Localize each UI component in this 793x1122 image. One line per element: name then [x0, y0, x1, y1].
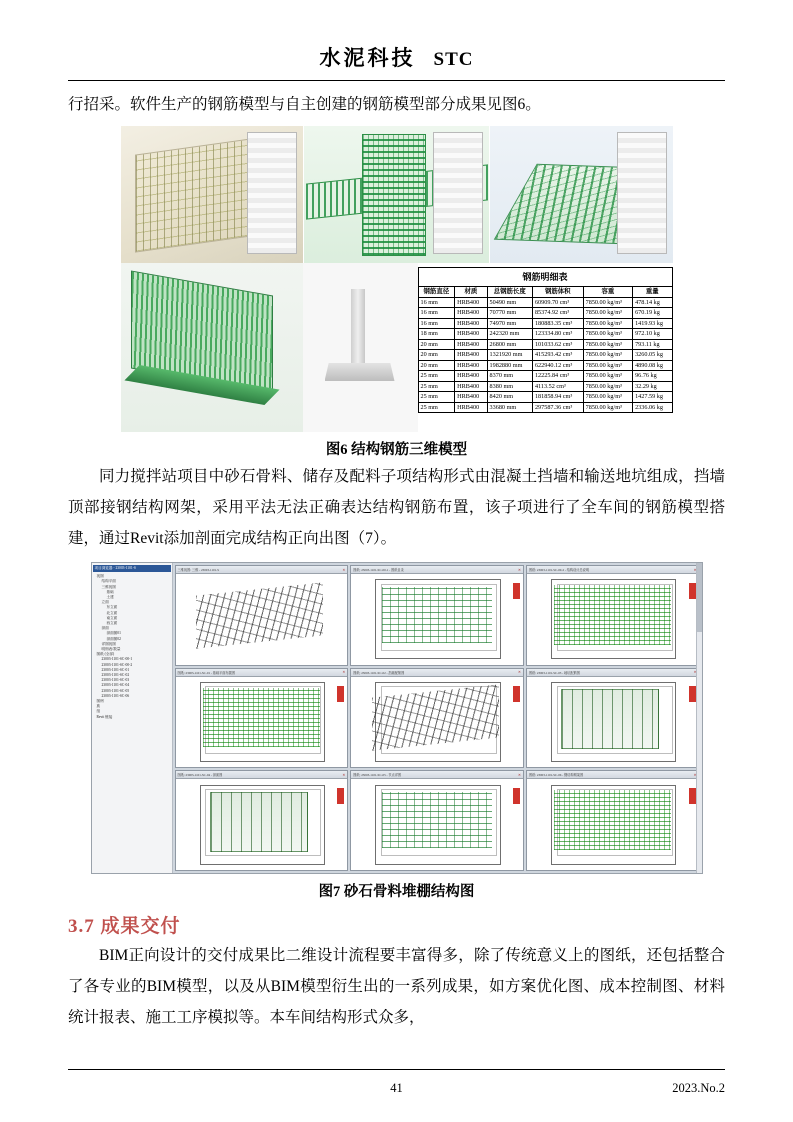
cell-weight: 1419.93 kg [633, 318, 672, 329]
window-title: 图纸: 23003-1101-SC-02 - 挡墙配筋图 [353, 670, 405, 675]
page-footer [68, 1081, 725, 1096]
cell-density: 7850.00 kg/m³ [583, 329, 632, 340]
drawing-window[interactable] [175, 668, 349, 769]
drawing-window[interactable] [350, 668, 524, 769]
tree-item[interactable]: 剖面图02 [106, 636, 121, 641]
cell-volume: 60909.70 cm³ [532, 297, 583, 308]
cell-length: 8380 mm [487, 381, 532, 392]
sheet-item[interactable]: 23003-1101-SC-03 [101, 678, 130, 683]
page-number: 41 [390, 1081, 403, 1095]
title-block-tag [337, 788, 344, 804]
col-weight: 重量 [633, 287, 672, 298]
cell-length: 1321920 mm [487, 350, 532, 361]
cell-weight: 1427.59 kg [633, 392, 672, 403]
cell-length: 50490 mm [487, 297, 532, 308]
window-titlebar[interactable] [351, 669, 523, 677]
drawing-window[interactable] [350, 770, 524, 871]
tree-item[interactable]: 南立面 [106, 615, 118, 620]
cell-length: 70770 mm [487, 308, 532, 319]
cell-length: 74970 mm [487, 318, 532, 329]
tree-item[interactable]: 三维视图 [101, 584, 116, 589]
figure-7 [91, 562, 703, 874]
title-block-tag [689, 686, 696, 702]
drawing-content [210, 792, 308, 852]
table-row [418, 360, 672, 371]
tree-item[interactable]: 土建 [106, 595, 114, 600]
col-diameter: 钢筋直径 [418, 287, 455, 298]
col-volume: 钢筋体积 [532, 287, 583, 298]
title-block-tag [513, 788, 520, 804]
cell-density: 7850.00 kg/m³ [583, 371, 632, 382]
cell-density: 7850.00 kg/m³ [583, 360, 632, 371]
window-title: 图纸: 23003-1101-SC-00-2 - 结构设计总说明 [528, 568, 590, 572]
window-canvas[interactable] [527, 779, 699, 870]
cell-volume: 622940.12 cm³ [532, 360, 583, 371]
title-block-tag [689, 583, 696, 599]
cell-weight: 670.19 kg [633, 308, 672, 319]
tree-item[interactable]: 详图视图 [101, 641, 116, 646]
paragraph-2: 同力搅拌站项目中砂石骨料、储存及配料子项结构形式由混凝土挡墙和输送地坑组成，挡墙顶部接钢结构网架，采用平法无法正确表达结构钢筋布置，该子项进行了全车间的钢筋模型搭建，通过Revit添加剖面完成结构正向出图（7）。 [68, 468, 725, 547]
table-row [418, 350, 672, 361]
window-canvas[interactable] [351, 779, 523, 870]
cell-density: 7850.00 kg/m³ [583, 381, 632, 392]
cell-volume: 123334.80 cm³ [532, 329, 583, 340]
drawing-content [554, 585, 671, 645]
cell-weight: 96.76 kg [633, 371, 672, 382]
section-heading: 3.7 成果交付 [68, 916, 181, 937]
cell-material: HRB400 [455, 297, 487, 308]
scrollbar-thumb[interactable] [697, 563, 702, 631]
cell-material: HRB400 [455, 318, 487, 329]
cell-material: HRB400 [455, 339, 487, 350]
table-row [418, 297, 672, 308]
window-canvas[interactable] [351, 574, 523, 665]
tree-item[interactable]: 族 [96, 704, 101, 709]
cell-material: HRB400 [455, 392, 487, 403]
window-titlebar[interactable] [351, 566, 523, 574]
cell-material: HRB400 [455, 381, 487, 392]
modeling-ui-panel-2 [433, 132, 483, 254]
col-density: 容重 [583, 287, 632, 298]
cell-diameter: 20 mm [418, 360, 455, 371]
cell-volume: 297587.36 cm³ [532, 402, 583, 413]
tree-item[interactable]: 剖面 [101, 626, 109, 631]
table-row [418, 381, 672, 392]
cell-material: HRB400 [455, 371, 487, 382]
drawing-window[interactable] [526, 770, 700, 871]
window-canvas[interactable] [527, 677, 699, 768]
cell-length: 33680 mm [487, 402, 532, 413]
cell-density: 7850.00 kg/m³ [583, 402, 632, 413]
window-title: 图纸: 23003-1101-SC-04 - 剖面图 [177, 773, 223, 778]
sheet-item[interactable]: 23003-1101-SC-00-2 [101, 662, 133, 667]
table-row [418, 371, 672, 382]
cell-weight: 478.14 kg [633, 297, 672, 308]
cell-volume: 180883.35 cm³ [532, 318, 583, 329]
close-icon[interactable]: ✕ [517, 567, 521, 572]
paragraph-3: BIM正向设计的交付成果比二维设计流程要丰富得多，除了传统意义上的图纸，还包括整合了各专业的BIM模型，以及从BIM模型衍生出的一系列成果，如方案优化图、成本控制图、材料统计报表、施工工序模拟等。本车间结构形式众多， [68, 947, 725, 1026]
footer-rule [68, 1069, 725, 1070]
cell-length: 26800 mm [487, 339, 532, 350]
wall-footing [325, 363, 395, 381]
tree-item[interactable]: 剖面图01 [106, 631, 121, 636]
cell-volume: 415293.42 cm³ [532, 350, 583, 361]
tree-item[interactable]: 明细表/数量 [101, 647, 121, 652]
cell-material: HRB400 [455, 329, 487, 340]
cell-weight: 32.29 kg [633, 381, 672, 392]
col-material: 材质 [455, 287, 487, 298]
title-block-tag [337, 686, 344, 702]
rebar-schedule-header-row [418, 287, 672, 298]
col-total-length: 总钢筋长度 [487, 287, 532, 298]
tree-item[interactable]: 基础 [106, 589, 114, 594]
cell-material: HRB400 [455, 402, 487, 413]
cell-density: 7850.00 kg/m³ [583, 297, 632, 308]
tree-item[interactable]: 立面 [101, 600, 109, 605]
journal-title: 水泥科技 [319, 46, 416, 70]
window-title: 图纸: 23003-1101-SC-06 - 钢结构网架图 [528, 773, 584, 778]
cell-density: 7850.00 kg/m³ [583, 318, 632, 329]
table-row [418, 392, 672, 403]
cell-weight: 4890.08 kg [633, 360, 672, 371]
drawing-windows-grid [173, 563, 702, 873]
tree-item[interactable]: 组 [96, 709, 101, 714]
sheet-item[interactable]: 23003-1101-SC-02 [101, 673, 130, 678]
window-title: 图纸: 23003-1101-SC-03 - 地坑配筋图 [528, 670, 580, 675]
window-canvas[interactable] [176, 779, 348, 870]
window-titlebar[interactable] [176, 566, 348, 574]
figure-6-image-slab-rebar [490, 126, 673, 263]
tree-item[interactable]: 结构平面 [101, 579, 116, 584]
drawing-window[interactable] [175, 565, 349, 666]
figure-6-image-beam-rebar [121, 126, 304, 263]
table-row [418, 402, 672, 413]
wall-stem [351, 289, 365, 367]
t-shaped-wall-model [325, 289, 395, 385]
close-icon[interactable]: ✕ [342, 670, 346, 675]
cell-density: 7850.00 kg/m³ [583, 308, 632, 319]
cell-length: 242320 mm [487, 329, 532, 340]
window-canvas[interactable] [527, 574, 699, 665]
cell-diameter: 25 mm [418, 371, 455, 382]
figure-6-image-column-rebar [304, 126, 490, 263]
sheet-item[interactable]: 23003-1101-SC-01 [101, 667, 130, 672]
figure-6-rebar-schedule [418, 263, 673, 432]
cell-weight: 793.11 kg [633, 339, 672, 350]
rebar-schedule-table [418, 267, 673, 413]
rebar-schedule-title: 钢筋明细表 [418, 267, 673, 286]
window-titlebar[interactable] [527, 669, 699, 677]
modeling-ui-panel [247, 132, 297, 254]
table-row [418, 318, 672, 329]
figure-6-image-wall-rebar [121, 263, 303, 432]
window-canvas[interactable] [176, 574, 348, 665]
issue-number: 2023.No.2 [672, 1081, 725, 1095]
cell-length: 8370 mm [487, 371, 532, 382]
close-icon[interactable]: ✕ [342, 567, 346, 572]
cell-length: 1982880 mm [487, 360, 532, 371]
cell-diameter: 25 mm [418, 392, 455, 403]
figure-6-top-row [121, 126, 673, 263]
sheet-item[interactable]: 23003-1101-SC-00-1 [101, 657, 133, 662]
project-browser-panel[interactable] [92, 563, 173, 873]
close-icon[interactable]: ✕ [342, 772, 346, 777]
tree-item[interactable]: 北立面 [106, 610, 118, 615]
cell-volume: 12225.84 cm³ [532, 371, 583, 382]
window-titlebar[interactable] [527, 771, 699, 779]
figure-6-caption: 图6 结构钢筋三维模型 [325, 442, 468, 458]
drawing-window[interactable] [175, 770, 349, 871]
cell-weight: 3260.05 kg [633, 350, 672, 361]
cell-diameter: 18 mm [418, 329, 455, 340]
drawing-window[interactable] [526, 668, 700, 769]
header-rule [68, 80, 725, 81]
tree-item[interactable]: 视图 [96, 574, 104, 579]
cell-diameter: 20 mm [418, 339, 455, 350]
window-titlebar[interactable] [351, 771, 523, 779]
cell-density: 7850.00 kg/m³ [583, 392, 632, 403]
close-icon[interactable]: ✕ [517, 772, 521, 777]
cell-material: HRB400 [455, 308, 487, 319]
cell-density: 7850.00 kg/m³ [583, 350, 632, 361]
paragraph-1: 行招采。软件生产的钢筋模型与自主创建的钢筋模型部分成果见图6。 [68, 96, 541, 113]
sheet-item[interactable]: 23003-1101-SC-06 [101, 693, 130, 698]
cell-volume: 4113.52 cm³ [532, 381, 583, 392]
sheet-item[interactable]: 23003-1101-SC-05 [101, 688, 130, 693]
drawing-content [382, 587, 492, 643]
cell-diameter: 25 mm [418, 381, 455, 392]
window-titlebar[interactable] [176, 771, 348, 779]
modeling-ui-panel-3 [617, 132, 667, 254]
title-block-tag [513, 583, 520, 599]
three-d-model-view [196, 582, 323, 648]
tree-item[interactable]: 图纸 (全部) [96, 652, 115, 657]
window-titlebar[interactable] [527, 566, 699, 574]
cell-diameter: 16 mm [418, 318, 455, 329]
drawing-content [554, 790, 671, 850]
cell-volume: 181858.94 cm³ [532, 392, 583, 403]
cell-diameter: 25 mm [418, 402, 455, 413]
cell-material: HRB400 [455, 350, 487, 361]
journal-title-abbrev: STC [433, 49, 474, 70]
figure-6-bottom-row [121, 263, 673, 432]
retaining-wall-rebar [131, 270, 273, 393]
tree-item[interactable]: 东立面 [106, 605, 118, 610]
drawing-content [561, 689, 659, 749]
green-column-rebar [362, 134, 426, 256]
cell-weight: 972.10 kg [633, 329, 672, 340]
cell-diameter: 20 mm [418, 350, 455, 361]
sheet-item[interactable]: 23003-1101-SC-04 [101, 683, 130, 688]
cell-material: HRB400 [455, 360, 487, 371]
figure-6 [121, 126, 673, 432]
title-block-tag [689, 788, 696, 804]
cell-weight: 2336.06 kg [633, 402, 672, 413]
vertical-scrollbar[interactable] [696, 563, 702, 873]
window-titlebar[interactable] [176, 669, 348, 677]
table-row [418, 339, 672, 350]
table-row [418, 329, 672, 340]
window-title: 图纸: 23003-1101-SC-05 - 节点详图 [353, 773, 402, 778]
cell-volume: 85374.92 cm³ [532, 308, 583, 319]
table-row [418, 308, 672, 319]
figure-6-image-tshape [303, 263, 418, 432]
page-header [68, 0, 725, 72]
tree-item[interactable]: 西立面 [106, 621, 118, 626]
window-title: 图纸: 23003-1101-SC-00-1 - 图纸目录 [353, 568, 404, 572]
window-canvas[interactable] [351, 677, 523, 768]
window-title: 三维视图: 三维 - 23003-1101-S [177, 568, 220, 572]
drawing-content [382, 792, 492, 848]
window-canvas[interactable] [176, 677, 348, 768]
close-icon[interactable]: ✕ [517, 670, 521, 675]
cell-density: 7850.00 kg/m³ [583, 339, 632, 350]
tree-item[interactable]: Revit 链接 [96, 714, 113, 719]
window-title: 图纸: 23003-1101-SC-01 - 基础平面布置图 [177, 670, 236, 675]
tree-item[interactable]: 图例 [96, 699, 104, 704]
project-browser-title: 项目浏览器 - 23003-1101-S [93, 565, 171, 572]
drawing-window[interactable] [350, 565, 524, 666]
cell-length: 8420 mm [487, 392, 532, 403]
cell-diameter: 16 mm [418, 308, 455, 319]
drawing-content [203, 688, 320, 748]
cell-diameter: 16 mm [418, 297, 455, 308]
title-block-tag [513, 686, 520, 702]
drawing-window[interactable] [526, 565, 700, 666]
cell-volume: 101033.62 cm³ [532, 339, 583, 350]
figure-7-caption: 图7 砂石骨料堆棚结构图 [318, 884, 475, 900]
